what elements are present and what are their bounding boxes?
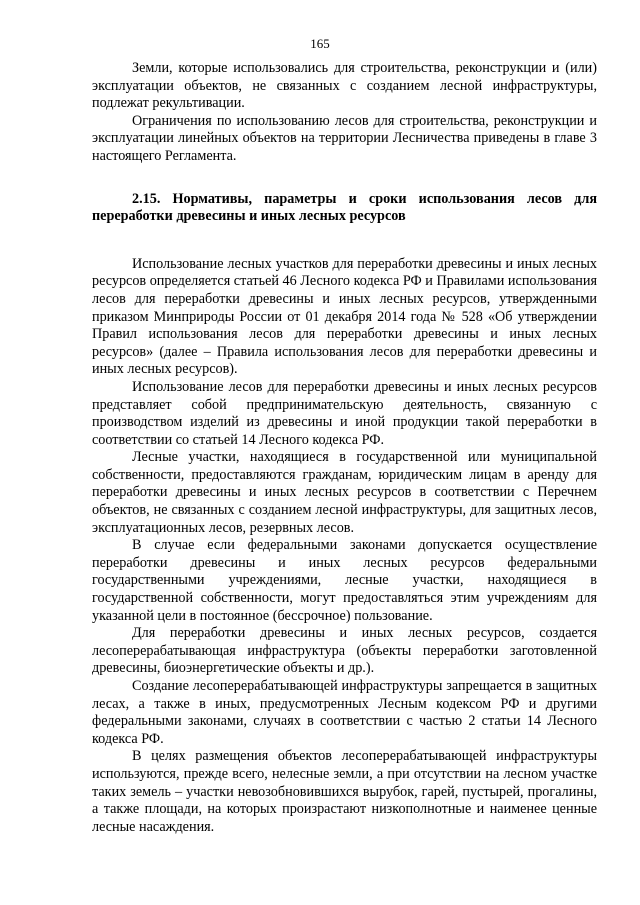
- paragraph-2: Использование лесов для переработки древесины и иных лесных ресурсов представляет собой предпринимательскую деятельность, связанную с производством изделий из древесины и иной продукции такой переработки в соответствии со статьей 14 Лесного кодекса РФ.: [92, 378, 597, 448]
- paragraph-restrictions: Ограничения по использованию лесов для строительства, реконструкции и эксплуатации линейных объектов на территории Лесничества приведены в главе 3 настоящего Регламента.: [92, 112, 597, 164]
- section-heading: 2.15. Нормативы, параметры и сроки использования лесов для переработки древесины и иных лесных ресурсов: [92, 190, 597, 225]
- paragraph-6: Создание лесоперерабатывающей инфраструктуры запрещается в защитных лесах, а также в иных, предусмотренных Лесным кодексом РФ и другими федеральными законами, случаях в соответствии с частью 2 статьи 14 Лесного кодекса РФ.: [92, 678, 597, 747]
- page-number: 165: [310, 36, 330, 51]
- paragraph-4: В случае если федеральными законами допускается осуществление переработки древесины и иных лесных ресурсов федеральными государственными учреждениями, лесные участки, находящиеся в государственной собственности, могут предоставляться этим учреждениям для указанной цели в постоянное (бессрочное) пользование.: [92, 537, 597, 624]
- paragraph-5: Для переработки древесины и иных лесных ресурсов, создается лесоперерабатывающая инфраструктура (объекты переработки заготовленной древесины, биоэнергетические объекты и др.).: [92, 625, 597, 677]
- paragraph-7: В целях размещения объектов лесоперерабатывающей инфраструктуры используются, прежде всего, нелесные земли, а при отсутствии на лесном участке таких земель – участки невозобновившихся вырубок, гарей, пустырей, прогалины, а также площади, на которых произрастают низкополнотные и наименее ценные лесные насаждения.: [92, 748, 597, 835]
- paragraph-3: Лесные участки, находящиеся в государственной или муниципальной собственности, предоставляются гражданам, юридическим лицам в аренду для переработки древесины и иных лесных ресурсов в соответствии с Перечнем объектов, не связанных с созданием лесной инфраструктуры, для защитных лесов, эксплуатационных лесов, резервных лесов.: [92, 449, 597, 536]
- document-body: [92, 60, 597, 836]
- paragraph-recultivation: Земли, которые использовались для строительства, реконструкции и (или) эксплуатации объектов, не связанных с созданием лесной инфраструктуры, подлежат рекультивации.: [92, 60, 597, 112]
- paragraph-1: Использование лесных участков для переработки древесины и иных лесных ресурсов определяется статьей 46 Лесного кодекса РФ и Правилами использования лесов для переработки древесины и иных лесных ресурсов, утвержденными приказом Минприроды России от 01 декабря 2014 года № 528 «Об утверждении Правил использования лесов для переработки древесины и иных лесных ресурсов» (далее – Правила использования лесов для переработки древесины и иных лесных ресурсов).: [92, 255, 597, 378]
